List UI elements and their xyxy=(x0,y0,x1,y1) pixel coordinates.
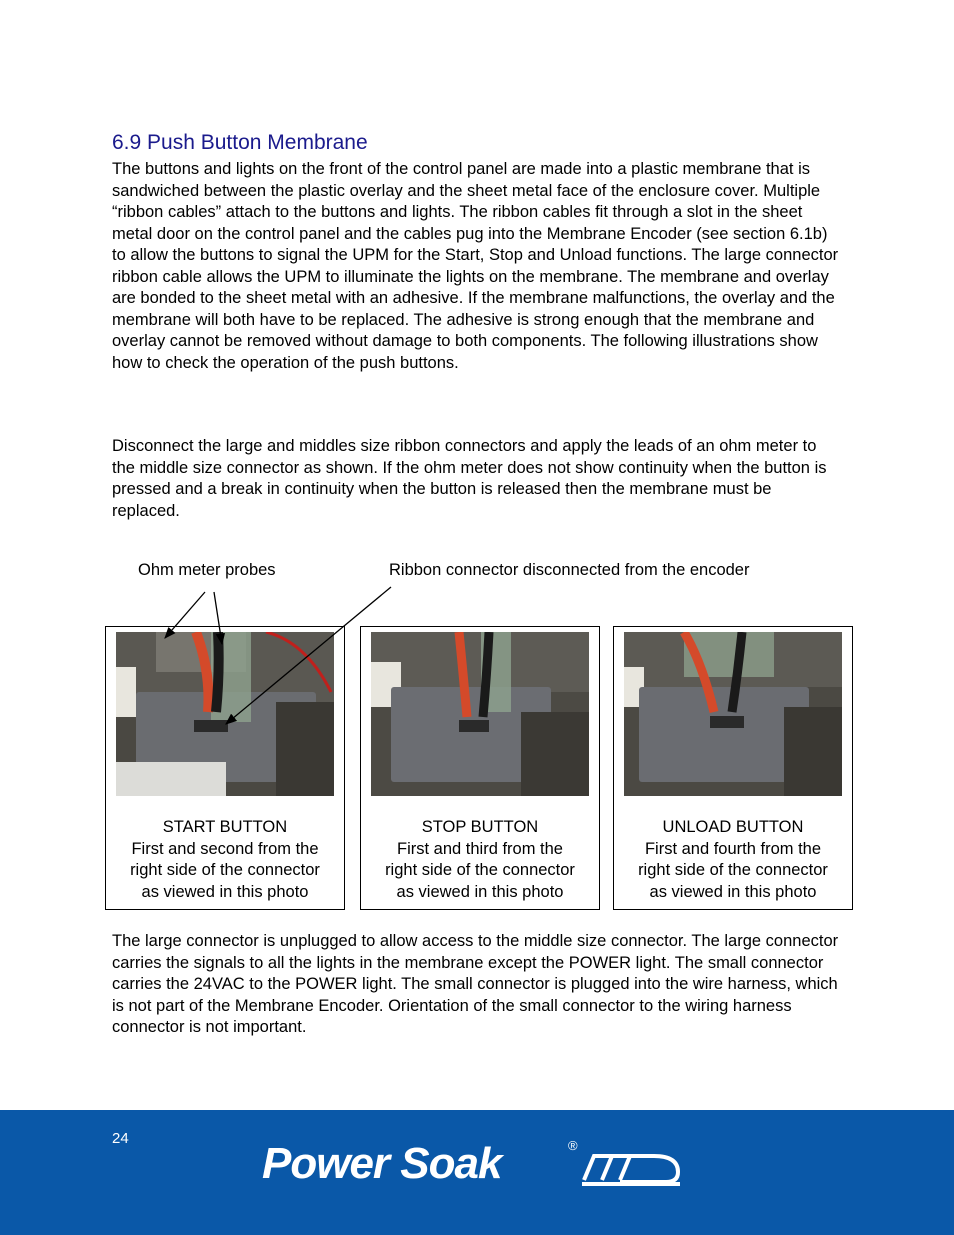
logo-wordmark: Power Soak xyxy=(262,1139,502,1188)
caption-line: right side of the connector xyxy=(638,861,828,879)
ohm-meter-probes-label: Ohm meter probes xyxy=(138,561,276,579)
stop-button-caption xyxy=(361,817,599,903)
stop-button-photo xyxy=(371,632,589,796)
page-number: 24 xyxy=(112,1130,129,1147)
instruction-paragraph: Disconnect the large and middles size ribbon connectors and apply the leads of an ohm meter to the middle size connector as shown. If the ohm meter does not show continuity when the button is pressed and a break in continuity when the button is released then the membrane must be replaced. xyxy=(112,437,827,520)
caption-line: right side of the connector xyxy=(385,861,575,879)
caption-line: First and second from the xyxy=(131,839,319,858)
caption-line: First and fourth from the xyxy=(644,839,822,858)
wave-icon xyxy=(580,1148,684,1188)
caption-title: START BUTTON xyxy=(162,818,288,836)
caption-line: First and third from the xyxy=(397,839,563,858)
intro-paragraph: The buttons and lights on the front of the control panel are made into a plastic membrane that is sandwiched between the plastic overlay and the sheet metal face of the enclosure cover. Multiple “ribbon cables” attach to the buttons and lights. The ribbon cables fit through a slot in the sheet metal door on the control panel and the cables pug into the Membrane Encoder (see section 6.1b) to allow the buttons to signal the UPM for the Start, Stop and Unload functions. The large connector ribbon cable allows the UPM to illuminate the lights on the membrane. The membrane and overlay are bonded to the sheet metal with an adhesive. If the membrane malfunctions, the overlay and the membrane will both have to be replaced. The adhesive is strong enough that the membrane and overlay cannot be removed without damage to both components. The following illustrations show how to check the operation of the push buttons. xyxy=(112,160,839,372)
caption-line: as viewed in this photo xyxy=(141,882,309,901)
unload-button-caption xyxy=(614,817,852,903)
start-button-photo xyxy=(116,632,334,796)
start-button-figure xyxy=(105,626,345,910)
section-title: 6.9 Push Button Membrane xyxy=(112,131,368,154)
start-button-caption xyxy=(106,817,344,903)
caption-line: right side of the connector xyxy=(130,861,320,879)
ribbon-connector-label: Ribbon connector disconnected from the encoder xyxy=(389,561,750,579)
connector-paragraph: The large connector is unplugged to allow access to the middle size connector. The large connector carries the signals to all the lights in the membrane except the POWER light. The small connector carries the 24VAC to the POWER light. The small connector is plugged into the wire harness, which is not part of the Membrane Encoder. Orientation of the small connector to the wiring harness connector is not important. xyxy=(112,932,839,1036)
registered-mark: ® xyxy=(568,1138,578,1153)
unload-button-photo xyxy=(624,632,842,796)
caption-title: STOP BUTTON xyxy=(421,818,539,836)
unload-button-figure xyxy=(613,626,853,910)
caption-line: as viewed in this photo xyxy=(649,882,817,901)
caption-line: as viewed in this photo xyxy=(396,882,564,901)
footer-bar xyxy=(0,1110,954,1235)
stop-button-figure xyxy=(360,626,600,910)
caption-title: UNLOAD BUTTON xyxy=(662,818,804,836)
